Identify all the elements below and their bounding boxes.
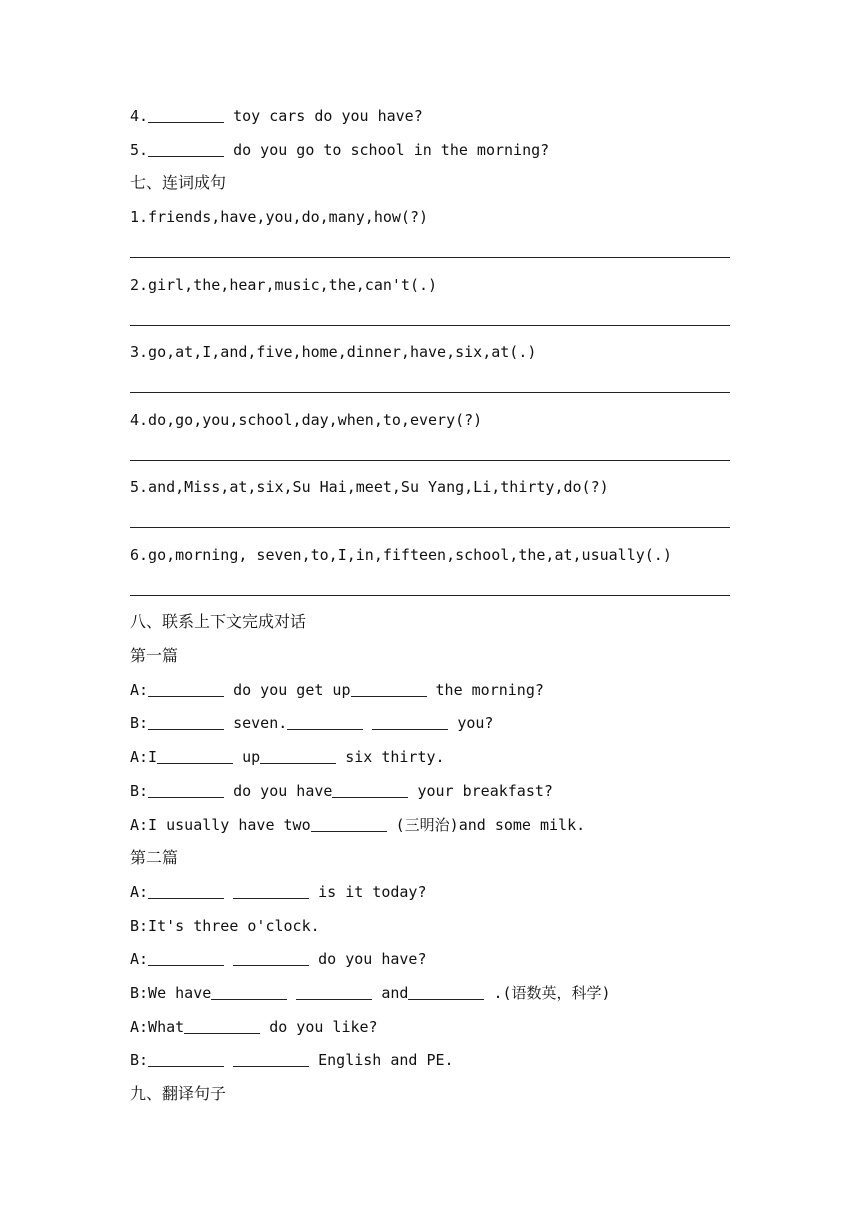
answer-blank[interactable]: [148, 951, 224, 966]
section-9-title: 九、翻译句子: [130, 1084, 227, 1103]
answer-blank[interactable]: [408, 985, 484, 1000]
reorder-item-2: 2.girl,the,hear,music,the,can't(.): [130, 276, 438, 294]
item-number: 4.: [130, 107, 149, 125]
dialog-text: A:I: [130, 748, 158, 766]
answer-blank[interactable]: [184, 1019, 260, 1034]
answer-blank[interactable]: [148, 142, 224, 157]
dialog-text: B:: [130, 782, 149, 800]
answer-blank[interactable]: [148, 682, 224, 697]
answer-blank[interactable]: [372, 715, 448, 730]
dialog-text: six thirty.: [336, 748, 445, 766]
dialog-text: and: [372, 984, 409, 1002]
dialog-text: A:: [130, 883, 149, 901]
answer-blank[interactable]: [233, 951, 309, 966]
answer-blank[interactable]: [148, 108, 224, 123]
dialog-2-line-5: [130, 1017, 378, 1037]
dialog-text: do you have?: [309, 950, 427, 968]
answer-line-2[interactable]: [130, 325, 730, 326]
item-number: 5.: [130, 141, 149, 159]
item-text: do you go to school in the morning?: [224, 141, 550, 159]
answer-line-3[interactable]: [130, 392, 730, 393]
dialog-text: is it today?: [309, 883, 427, 901]
reorder-item-4: 4.do,go,you,school,day,when,to,every(?): [130, 411, 483, 429]
dialog-text: up: [233, 748, 261, 766]
dialog-text: B:: [130, 1051, 149, 1069]
answer-blank[interactable]: [211, 985, 287, 1000]
item-text: toy cars do you have?: [224, 107, 423, 125]
dialog-2-line-2: B:It's three o'clock.: [130, 917, 320, 935]
answer-line-4[interactable]: [130, 460, 730, 461]
answer-blank[interactable]: [148, 884, 224, 899]
answer-blank[interactable]: [287, 715, 363, 730]
reorder-item-5: 5.and,Miss,at,six,Su Hai,meet,Su Yang,Li,thirty,do(?): [130, 478, 609, 496]
dialog-text: your breakfast?: [408, 782, 553, 800]
dialog-text: do you get up: [224, 681, 351, 699]
answer-blank[interactable]: [233, 884, 309, 899]
dialog-text: English and PE.: [309, 1051, 454, 1069]
answer-blank[interactable]: [311, 817, 387, 832]
answer-blank[interactable]: [351, 682, 427, 697]
fill-in-item-5: [130, 140, 549, 160]
answer-blank[interactable]: [260, 749, 336, 764]
dialog-text: A:: [130, 950, 149, 968]
dialog-text: you?: [448, 714, 494, 732]
answer-blank[interactable]: [148, 783, 224, 798]
reorder-item-1: 1.friends,have,you,do,many,how(?): [130, 208, 429, 226]
answer-blank[interactable]: [296, 985, 372, 1000]
dialog-text: A:I usually have two: [130, 816, 311, 834]
part-1-title: 第一篇: [130, 646, 179, 665]
section-8-title: 八、联系上下文完成对话: [130, 612, 307, 631]
answer-line-1[interactable]: [130, 257, 730, 258]
dialog-2-line-4: [130, 983, 611, 1003]
answer-blank[interactable]: [332, 783, 408, 798]
part-2-title: 第二篇: [130, 848, 179, 867]
dialog-1-line-4: [130, 781, 553, 801]
dialog-text: (三明治)and some milk.: [386, 816, 586, 834]
dialog-text: do you have: [224, 782, 333, 800]
answer-line-6[interactable]: [130, 595, 730, 596]
dialog-1-line-2: [130, 713, 493, 733]
answer-blank[interactable]: [233, 1052, 309, 1067]
dialog-2-line-6: [130, 1050, 454, 1070]
dialog-2-line-3: [130, 949, 427, 969]
section-7-title: 七、连词成句: [130, 173, 227, 192]
dialog-2-line-1: [130, 882, 427, 902]
dialog-1-line-3: [130, 747, 445, 767]
dialog-text: B:: [130, 714, 149, 732]
fill-in-item-4: [130, 106, 423, 126]
reorder-item-6: 6.go,morning, seven,to,I,in,fifteen,school,the,at,usually(.): [130, 546, 672, 564]
answer-blank[interactable]: [157, 749, 233, 764]
answer-blank[interactable]: [148, 1052, 224, 1067]
dialog-text: A:: [130, 681, 149, 699]
dialog-text: do you like?: [260, 1018, 378, 1036]
dialog-text: the morning?: [426, 681, 544, 699]
answer-blank[interactable]: [148, 715, 224, 730]
dialog-text: seven.: [224, 714, 288, 732]
dialog-text: B:We have: [130, 984, 212, 1002]
dialog-1-line-1: [130, 680, 544, 700]
dialog-text: .(语数英，科学): [484, 984, 611, 1002]
dialog-text: A:What: [130, 1018, 185, 1036]
answer-line-5[interactable]: [130, 527, 730, 528]
dialog-1-line-5: [130, 815, 585, 835]
reorder-item-3: 3.go,at,I,and,five,home,dinner,have,six,at(.): [130, 343, 537, 361]
